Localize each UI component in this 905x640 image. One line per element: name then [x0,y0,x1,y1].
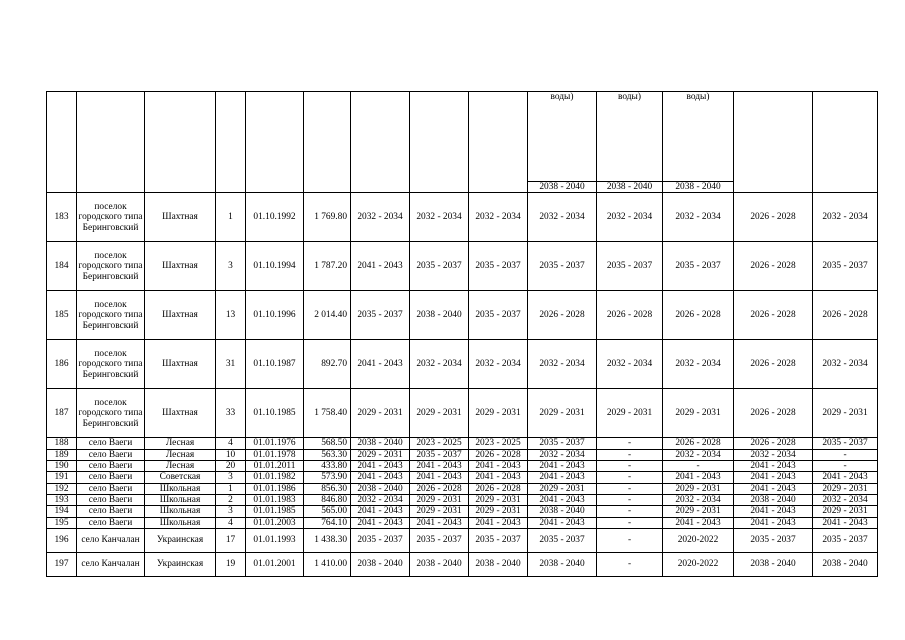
cell-period-col2: 2026 - 2028 [410,483,469,494]
cell-period-col2: 2032 - 2034 [410,193,469,242]
cell-period-col4: 2035 - 2037 [528,529,597,553]
table-row [47,340,878,389]
cell-period-col3: 2032 - 2034 [469,193,528,242]
cell-area: 892.70 [304,340,351,389]
cell-commission-date: 01.01.2003 [246,517,304,528]
cell-period-col4: 2041 - 2043 [528,461,597,472]
header-cell-col7 [734,92,813,193]
cell-period-col5: - [597,461,663,472]
cell-period-col3: 2026 - 2028 [469,449,528,460]
cell-period-col4: 2026 - 2028 [528,291,597,340]
cell-period-col1: 2032 - 2034 [351,495,410,506]
cell-period-col7: 2038 - 2040 [734,495,813,506]
cell-period-col2: 2029 - 2031 [410,389,469,438]
header-cell-col4: воды) [528,92,597,182]
cell-period-col5: - [597,495,663,506]
cell-period-col7: 2041 - 2043 [734,483,813,494]
cell-period-col4: 2041 - 2043 [528,472,597,483]
cell-period-col2: 2041 - 2043 [410,461,469,472]
cell-row-number: 184 [47,242,77,291]
cell-settlement: поселок городского типа Беринговский [77,389,145,438]
cell-period-col1: 2041 - 2043 [351,340,410,389]
header-cell-col3 [469,92,528,193]
table-row [47,193,878,242]
cell-period-col6: 2032 - 2034 [663,193,734,242]
table-row [47,506,878,517]
cell-settlement: село Ваеги [77,438,145,449]
cell-period-col6: 2029 - 2031 [663,506,734,517]
cell-period-col1: 2035 - 2037 [351,529,410,553]
cell-area: 1 787.20 [304,242,351,291]
cell-period-col5: - [597,472,663,483]
table-row [47,495,878,506]
cell-commission-date: 01.10.1985 [246,389,304,438]
cell-period-col8: 2035 - 2037 [813,529,878,553]
header-cell-area [304,92,351,193]
cell-period-col2: 2032 - 2034 [410,340,469,389]
cell-street: Шахтная [145,291,216,340]
cell-period-col1: 2038 - 2040 [351,438,410,449]
cell-period-col3: 2026 - 2028 [469,483,528,494]
header-cell-number [47,92,77,193]
cell-commission-date: 01.01.1993 [246,529,304,553]
cell-period-col5: 2026 - 2028 [597,291,663,340]
cell-period-col6: 2020-2022 [663,553,734,577]
table-row [47,483,878,494]
cell-period-col3: 2035 - 2037 [469,529,528,553]
cell-area: 433.80 [304,461,351,472]
cell-period-col7: 2041 - 2043 [734,472,813,483]
table-row [47,553,878,577]
cell-area: 565.00 [304,506,351,517]
cell-period-col8: 2026 - 2028 [813,291,878,340]
cell-period-col8: 2035 - 2037 [813,438,878,449]
header-cell-date [246,92,304,193]
header-cell-house [216,92,246,193]
cell-period-col7: 2026 - 2028 [734,193,813,242]
header-cell-col8 [813,92,878,193]
cell-period-col6: 2032 - 2034 [663,449,734,460]
cell-house-number: 2 [216,495,246,506]
cell-row-number: 197 [47,553,77,577]
cell-settlement: село Канчалан [77,529,145,553]
cell-period-col4: 2035 - 2037 [528,242,597,291]
cell-period-col5: - [597,517,663,528]
table-row [47,242,878,291]
cell-period-col5: - [597,438,663,449]
cell-row-number: 195 [47,517,77,528]
cell-area: 1 438.30 [304,529,351,553]
table-row [47,291,878,340]
cell-commission-date: 01.01.1986 [246,483,304,494]
cell-settlement: поселок городского типа Беринговский [77,291,145,340]
cell-period-col4: 2038 - 2040 [528,506,597,517]
cell-period-col6: - [663,461,734,472]
cell-period-col3: 2032 - 2034 [469,340,528,389]
cell-period-col2: 2035 - 2037 [410,449,469,460]
cell-period-col8: 2038 - 2040 [813,553,878,577]
cell-period-col8: 2029 - 2031 [813,506,878,517]
cell-street: Советская [145,472,216,483]
cell-period-col2: 2035 - 2037 [410,529,469,553]
cell-row-number: 188 [47,438,77,449]
cell-area: 856.30 [304,483,351,494]
cell-area: 573.90 [304,472,351,483]
cell-street: Украинская [145,553,216,577]
cell-house-number: 4 [216,438,246,449]
cell-period-col4: 2041 - 2043 [528,517,597,528]
cell-commission-date: 01.01.1985 [246,506,304,517]
cell-settlement: село Ваеги [77,517,145,528]
cell-period-col1: 2032 - 2034 [351,193,410,242]
table-row [47,517,878,528]
cell-period-col6: 2020-2022 [663,529,734,553]
cell-period-col1: 2038 - 2040 [351,553,410,577]
cell-commission-date: 01.10.1992 [246,193,304,242]
cell-house-number: 3 [216,242,246,291]
cell-period-col6: 2026 - 2028 [663,438,734,449]
cell-commission-date: 01.01.1982 [246,472,304,483]
cell-period-col4: 2029 - 2031 [528,483,597,494]
cell-house-number: 17 [216,529,246,553]
cell-settlement: село Ваеги [77,472,145,483]
header-period-col4: 2038 - 2040 [528,182,597,193]
cell-period-col7: 2035 - 2037 [734,529,813,553]
housing-repair-schedule-table [46,91,878,577]
cell-period-col5: - [597,529,663,553]
cell-row-number: 192 [47,483,77,494]
cell-period-col3: 2035 - 2037 [469,291,528,340]
cell-period-col7: 2026 - 2028 [734,242,813,291]
cell-period-col4: 2032 - 2034 [528,340,597,389]
cell-commission-date: 01.01.2001 [246,553,304,577]
header-period-col5: 2038 - 2040 [597,182,663,193]
cell-settlement: село Ваеги [77,495,145,506]
cell-period-col6: 2041 - 2043 [663,472,734,483]
cell-period-col1: 2041 - 2043 [351,242,410,291]
cell-period-col8: - [813,461,878,472]
cell-period-col6: 2032 - 2034 [663,495,734,506]
cell-period-col6: 2029 - 2031 [663,389,734,438]
cell-period-col8: - [813,449,878,460]
cell-house-number: 33 [216,389,246,438]
table-row [47,449,878,460]
cell-settlement: село Ваеги [77,483,145,494]
cell-row-number: 190 [47,461,77,472]
cell-period-col3: 2038 - 2040 [469,553,528,577]
header-row [47,92,878,182]
cell-period-col2: 2029 - 2031 [410,495,469,506]
header-cell-col2 [410,92,469,193]
cell-period-col7: 2041 - 2043 [734,506,813,517]
cell-house-number: 1 [216,193,246,242]
cell-area: 2 014.40 [304,291,351,340]
table-row [47,461,878,472]
cell-period-col4: 2035 - 2037 [528,438,597,449]
cell-house-number: 13 [216,291,246,340]
cell-street: Лесная [145,461,216,472]
cell-row-number: 193 [47,495,77,506]
cell-period-col5: 2029 - 2031 [597,389,663,438]
cell-row-number: 196 [47,529,77,553]
cell-row-number: 187 [47,389,77,438]
cell-period-col2: 2038 - 2040 [410,291,469,340]
cell-period-col8: 2041 - 2043 [813,472,878,483]
cell-street: Шахтная [145,242,216,291]
cell-area: 568.50 [304,438,351,449]
header-cell-settlement [77,92,145,193]
cell-commission-date: 01.10.1987 [246,340,304,389]
cell-period-col3: 2041 - 2043 [469,517,528,528]
cell-period-col2: 2038 - 2040 [410,553,469,577]
cell-settlement: поселок городского типа Беринговский [77,193,145,242]
cell-row-number: 194 [47,506,77,517]
cell-settlement: село Ваеги [77,506,145,517]
header-cell-col5: воды) [597,92,663,182]
cell-period-col8: 2032 - 2034 [813,340,878,389]
cell-street: Школьная [145,495,216,506]
cell-period-col2: 2029 - 2031 [410,506,469,517]
cell-period-col1: 2041 - 2043 [351,461,410,472]
cell-commission-date: 01.01.2011 [246,461,304,472]
table-row [47,389,878,438]
cell-period-col3: 2041 - 2043 [469,472,528,483]
header-period-col6: 2038 - 2040 [663,182,734,193]
cell-street: Лесная [145,438,216,449]
cell-period-col5: - [597,553,663,577]
cell-period-col2: 2041 - 2043 [410,472,469,483]
cell-period-col6: 2035 - 2037 [663,242,734,291]
cell-period-col8: 2032 - 2034 [813,495,878,506]
cell-period-col7: 2032 - 2034 [734,449,813,460]
cell-period-col1: 2029 - 2031 [351,389,410,438]
cell-period-col1: 2041 - 2043 [351,517,410,528]
cell-commission-date: 01.10.1994 [246,242,304,291]
cell-row-number: 189 [47,449,77,460]
cell-house-number: 1 [216,483,246,494]
cell-period-col4: 2032 - 2034 [528,193,597,242]
cell-period-col3: 2035 - 2037 [469,242,528,291]
cell-period-col8: 2029 - 2031 [813,483,878,494]
cell-period-col2: 2035 - 2037 [410,242,469,291]
header-cell-col1 [351,92,410,193]
cell-period-col8: 2041 - 2043 [813,517,878,528]
cell-area: 1 758.40 [304,389,351,438]
cell-settlement: село Канчалан [77,553,145,577]
cell-row-number: 185 [47,291,77,340]
cell-period-col8: 2029 - 2031 [813,389,878,438]
cell-row-number: 183 [47,193,77,242]
cell-street: Шахтная [145,340,216,389]
cell-settlement: поселок городского типа Беринговский [77,242,145,291]
cell-settlement: село Ваеги [77,449,145,460]
cell-period-col3: 2029 - 2031 [469,389,528,438]
cell-row-number: 191 [47,472,77,483]
cell-period-col7: 2026 - 2028 [734,438,813,449]
cell-commission-date: 01.10.1996 [246,291,304,340]
cell-area: 563.30 [304,449,351,460]
header-cell-street [145,92,216,193]
cell-commission-date: 01.01.1976 [246,438,304,449]
cell-row-number: 186 [47,340,77,389]
cell-period-col3: 2029 - 2031 [469,506,528,517]
cell-period-col1: 2038 - 2040 [351,483,410,494]
cell-period-col7: 2026 - 2028 [734,291,813,340]
cell-street: Шахтная [145,389,216,438]
cell-period-col6: 2026 - 2028 [663,291,734,340]
table-row [47,472,878,483]
cell-house-number: 10 [216,449,246,460]
cell-street: Школьная [145,517,216,528]
cell-period-col3: 2029 - 2031 [469,495,528,506]
cell-period-col4: 2029 - 2031 [528,389,597,438]
cell-house-number: 20 [216,461,246,472]
header-cell-col6: воды) [663,92,734,182]
table-row [47,529,878,553]
cell-period-col7: 2041 - 2043 [734,517,813,528]
cell-period-col7: 2038 - 2040 [734,553,813,577]
cell-house-number: 31 [216,340,246,389]
cell-period-col6: 2029 - 2031 [663,483,734,494]
cell-area: 846.80 [304,495,351,506]
cell-period-col1: 2035 - 2037 [351,291,410,340]
cell-house-number: 4 [216,517,246,528]
cell-period-col2: 2023 - 2025 [410,438,469,449]
cell-period-col1: 2029 - 2031 [351,449,410,460]
cell-period-col6: 2041 - 2043 [663,517,734,528]
cell-house-number: 19 [216,553,246,577]
cell-area: 1 410.00 [304,553,351,577]
cell-period-col5: - [597,506,663,517]
cell-period-col5: 2032 - 2034 [597,193,663,242]
cell-period-col5: - [597,483,663,494]
cell-street: Шахтная [145,193,216,242]
cell-settlement: поселок городского типа Беринговский [77,340,145,389]
cell-period-col4: 2041 - 2043 [528,495,597,506]
cell-period-col5: 2035 - 2037 [597,242,663,291]
cell-period-col2: 2041 - 2043 [410,517,469,528]
table-row [47,438,878,449]
cell-period-col7: 2026 - 2028 [734,340,813,389]
cell-street: Школьная [145,483,216,494]
cell-period-col3: 2023 - 2025 [469,438,528,449]
cell-area: 1 769.80 [304,193,351,242]
cell-period-col1: 2041 - 2043 [351,506,410,517]
cell-street: Школьная [145,506,216,517]
cell-period-col5: - [597,449,663,460]
cell-commission-date: 01.01.1983 [246,495,304,506]
cell-commission-date: 01.01.1978 [246,449,304,460]
cell-house-number: 3 [216,472,246,483]
cell-period-col4: 2032 - 2034 [528,449,597,460]
cell-period-col8: 2035 - 2037 [813,242,878,291]
cell-settlement: село Ваеги [77,461,145,472]
cell-house-number: 3 [216,506,246,517]
cell-period-col7: 2026 - 2028 [734,389,813,438]
cell-street: Лесная [145,449,216,460]
cell-period-col4: 2038 - 2040 [528,553,597,577]
cell-period-col6: 2032 - 2034 [663,340,734,389]
cell-area: 764.10 [304,517,351,528]
cell-period-col7: 2041 - 2043 [734,461,813,472]
cell-period-col1: 2041 - 2043 [351,472,410,483]
cell-period-col5: 2032 - 2034 [597,340,663,389]
cell-period-col8: 2032 - 2034 [813,193,878,242]
cell-street: Украинская [145,529,216,553]
cell-period-col3: 2041 - 2043 [469,461,528,472]
